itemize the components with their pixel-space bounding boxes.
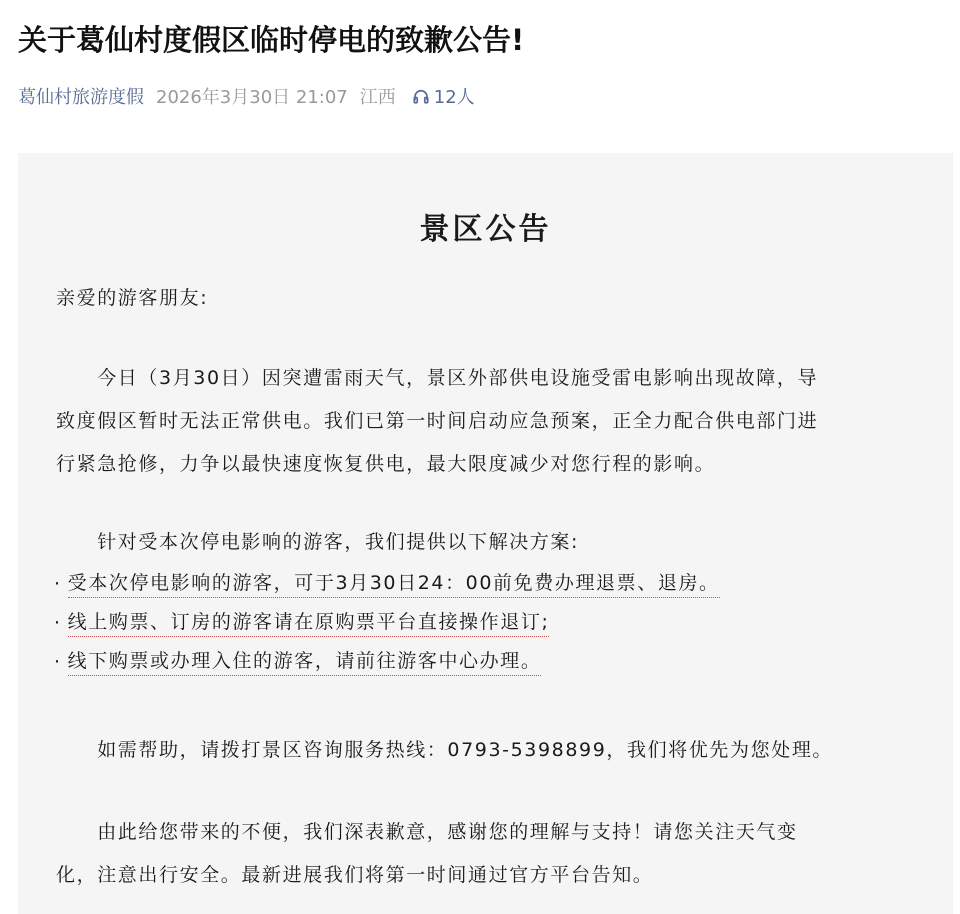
account-name-link[interactable]: 葛仙村旅游度假 — [18, 87, 144, 108]
paragraph-incident — [56, 357, 916, 486]
listen-button[interactable] — [412, 83, 475, 109]
bullet-dot: · — [54, 612, 62, 634]
list-item — [54, 565, 914, 604]
paragraph-line: 由此给您带来的不便，我们深表歉意，感谢您的理解与支持！请您关注天气变 — [56, 821, 798, 843]
publish-date: 2026年3月30日 21:07 — [156, 87, 348, 108]
paragraph-line: 化，注意出行安全。最新进展我们将第一时间通过官方平台告知。 — [56, 864, 654, 886]
notice-card — [18, 153, 953, 914]
greeting — [56, 277, 916, 320]
listen-count: 12人 — [433, 87, 475, 108]
solutions-intro — [56, 521, 916, 564]
closing-paragraph — [56, 811, 916, 897]
solutions-list — [54, 565, 914, 682]
solutions-intro-text: 针对受本次停电影响的游客，我们提供以下解决方案: — [56, 531, 580, 553]
paragraph-line: 今日（3月30日）因突遭雷雨天气，景区外部供电设施受雷电影响出现故障，导 — [56, 367, 819, 389]
paragraph-line: 致度假区暂时无法正常供电。我们已第一时间启动应急预案，正全力配合供电部门进 — [56, 410, 819, 432]
publish-region: 江西 — [359, 87, 396, 108]
notice-title: 景区公告 — [419, 212, 552, 247]
solution-text: 受本次停电影响的游客，可于3月30日24：00前免费办理退票、退房。 — [68, 571, 720, 598]
solution-text: 线下购票或办理入住的游客，请前往游客中心办理。 — [68, 649, 542, 676]
list-item — [54, 604, 914, 643]
article-meta — [18, 80, 475, 112]
greeting-text: 亲爱的游客朋友: — [56, 287, 209, 309]
bullet-dot: · — [54, 651, 62, 673]
paragraph-line: 行紧急抢修，力争以最快速度恢复供电，最大限度减少对您行程的影响。 — [56, 453, 716, 475]
hotline-text: 如需帮助，请拨打景区咨询服务热线：0793-5398899，我们将优先为您处理。 — [56, 739, 834, 761]
solution-text: 线上购票、订房的游客请在原购票平台直接操作退订; — [68, 610, 550, 637]
headphones-icon — [412, 87, 430, 105]
article-title: 关于葛仙村度假区临时停电的致歉公告! — [18, 23, 525, 57]
list-item — [54, 643, 914, 682]
hotline-paragraph — [56, 729, 916, 772]
bullet-dot: · — [54, 573, 62, 595]
